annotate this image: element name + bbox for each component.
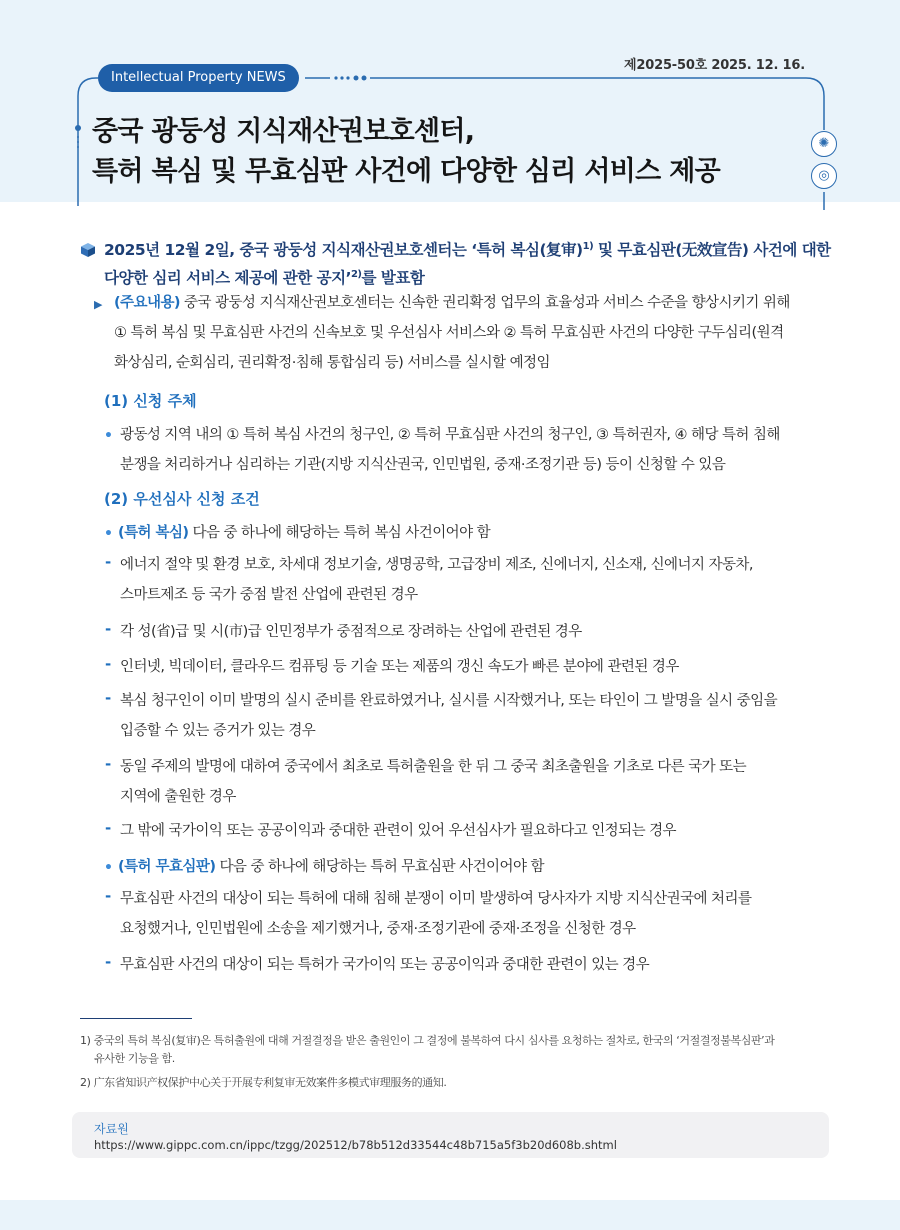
source-link[interactable]: https://www.gippc.com.cn/ippc/tzgg/202512/b78b512d33544c48b715a5f3b20d608b.shtml [94, 1138, 617, 1152]
list-item: 무효심판 사건의 대상이 되는 특허에 대해 침해 분쟁이 이미 발생하여 당사자가 지방 지식산권국에 처리를 요청했거나, 인민법원에 소송을 제기했거나, 중재·조정기관에 중재·조정을 신청한 경우 [120, 891, 752, 937]
list-dash: - [105, 553, 112, 571]
invalid-intro: (특허 무효심판) 다음 중 하나에 해당하는 특허 무효심판 사건이어야 함 [118, 859, 544, 875]
list-dash: - [105, 953, 112, 971]
footnote-2: 2) 广东省知识产权保护中心关于开展专利复审无效案件多模式审理服务的通知. [80, 1076, 447, 1089]
list-dash: - [105, 655, 112, 673]
list-dash: - [105, 689, 112, 707]
list-item: 에너지 절약 및 환경 보호, 차세대 정보기술, 생명공학, 고급장비 제조, 신에너지, 신소재, 신에너지 자동차, 스마트제조 등 국가 중점 발전 산업에 관련된 경우 [120, 557, 753, 603]
list-item: 복심 청구인이 이미 발명의 실시 준비를 완료하였거나, 실시를 시작했거나, 또는 타인이 그 발명을 실시 중임을 입증할 수 있는 증거가 있는 경우 [120, 693, 778, 739]
list-item: 그 밖에 국가이익 또는 공공이익과 중대한 관련이 있어 우선심사가 필요하다고 인정되는 경우 [120, 823, 677, 839]
list-item: 동일 주제의 발명에 대하여 중국에서 최초로 특허출원을 한 뒤 그 중국 최초출원을 기초로 다른 국가 또는 지역에 출원한 경우 [120, 759, 747, 805]
section-1-heading: (1) 신청 주체 [104, 392, 197, 410]
source-box [72, 1112, 829, 1158]
issue-date: 제2025-50호 2025. 12. 16. [624, 58, 805, 73]
globe-icon: ◎ [811, 163, 837, 189]
footnote-1: 1) 중국의 특허 복심(复审)은 특허출원에 대해 거절결정을 받은 출원인이 그 결정에 불복하여 다시 심사를 요청하는 절차로, 한국의 ‘거절결정불복심판’과 유사한 기능을 함. [80, 1034, 775, 1065]
list-item: 각 성(省)급 및 시(市)급 인민정부가 중점적으로 장려하는 산업에 관련된 경우 [120, 624, 582, 640]
list-dash: - [105, 819, 112, 837]
list-dash: - [105, 887, 112, 905]
reexam-intro: (특허 복심) 다음 중 하나에 해당하는 특허 복심 사건이어야 함 [118, 525, 491, 541]
footnote-divider [80, 1018, 192, 1019]
title-line-1: 중국 광둥성 지식재산권보호센터, [92, 116, 475, 147]
lightbulb-icon: ✺ [811, 131, 837, 157]
page-title [92, 112, 720, 192]
bullet-dot: • [104, 860, 113, 876]
section-2-heading: (2) 우선심사 신청 조건 [104, 490, 260, 508]
footer-band [0, 1200, 900, 1230]
list-item: 무효심판 사건의 대상이 되는 특허가 국가이익 또는 공공이익과 중대한 관련이 있는 경우 [120, 957, 650, 973]
summary-paragraph: (주요내용) 중국 광둥성 지식재산권보호센터는 신속한 권리확정 업무의 효율성과 서비스 수준을 향상시키기 위해 ① 특허 복심 및 무효심판 사건의 신속보호 및 우선심사 서비스와 ② 특허 무효심판 사건의 다양한 구두심리(원격 화상심리, 순회심리, 권리확정·침해 통합심리 등) 서비스를 실시할 예정임 [114, 295, 790, 371]
bullet-dot: • [104, 428, 113, 444]
bullet-dot: • [104, 526, 113, 542]
title-line-2: 특허 복심 및 무효심판 사건에 다양한 심리 서비스 제공 [92, 156, 721, 187]
cube-bullet-icon [80, 242, 96, 258]
source-label: 자료원 [94, 1122, 129, 1136]
list-item: 인터넷, 빅데이터, 클라우드 컴퓨팅 등 기술 또는 제품의 갱신 속도가 빠른 분야에 관련된 경우 [120, 659, 679, 675]
list-dash: - [105, 755, 112, 773]
news-label: Intellectual Property NEWS [98, 64, 299, 92]
triangle-bullet-icon: ▶ [94, 298, 103, 311]
lead-paragraph: 2025년 12월 2일, 중국 광둥성 지식재산권보호센터는 ‘특허 복심(复审)$^{1)}$ 및 무효심판(无效宣告) 사건에 대한 다양한 심리 서비스 제공에 관한 공지’$^{2)}$를 발표함 [104, 241, 831, 287]
list-dash: - [105, 620, 112, 638]
section-1-paragraph: 광동성 지역 내의 ① 특허 복심 사건의 청구인, ② 특허 무효심판 사건의 청구인, ③ 특허권자, ④ 해당 특허 침해 분쟁을 처리하거나 심리하는 기관(지방 지식산권국, 인민법원, 중재·조정기관 등) 등이 신청할 수 있음 [120, 427, 780, 473]
